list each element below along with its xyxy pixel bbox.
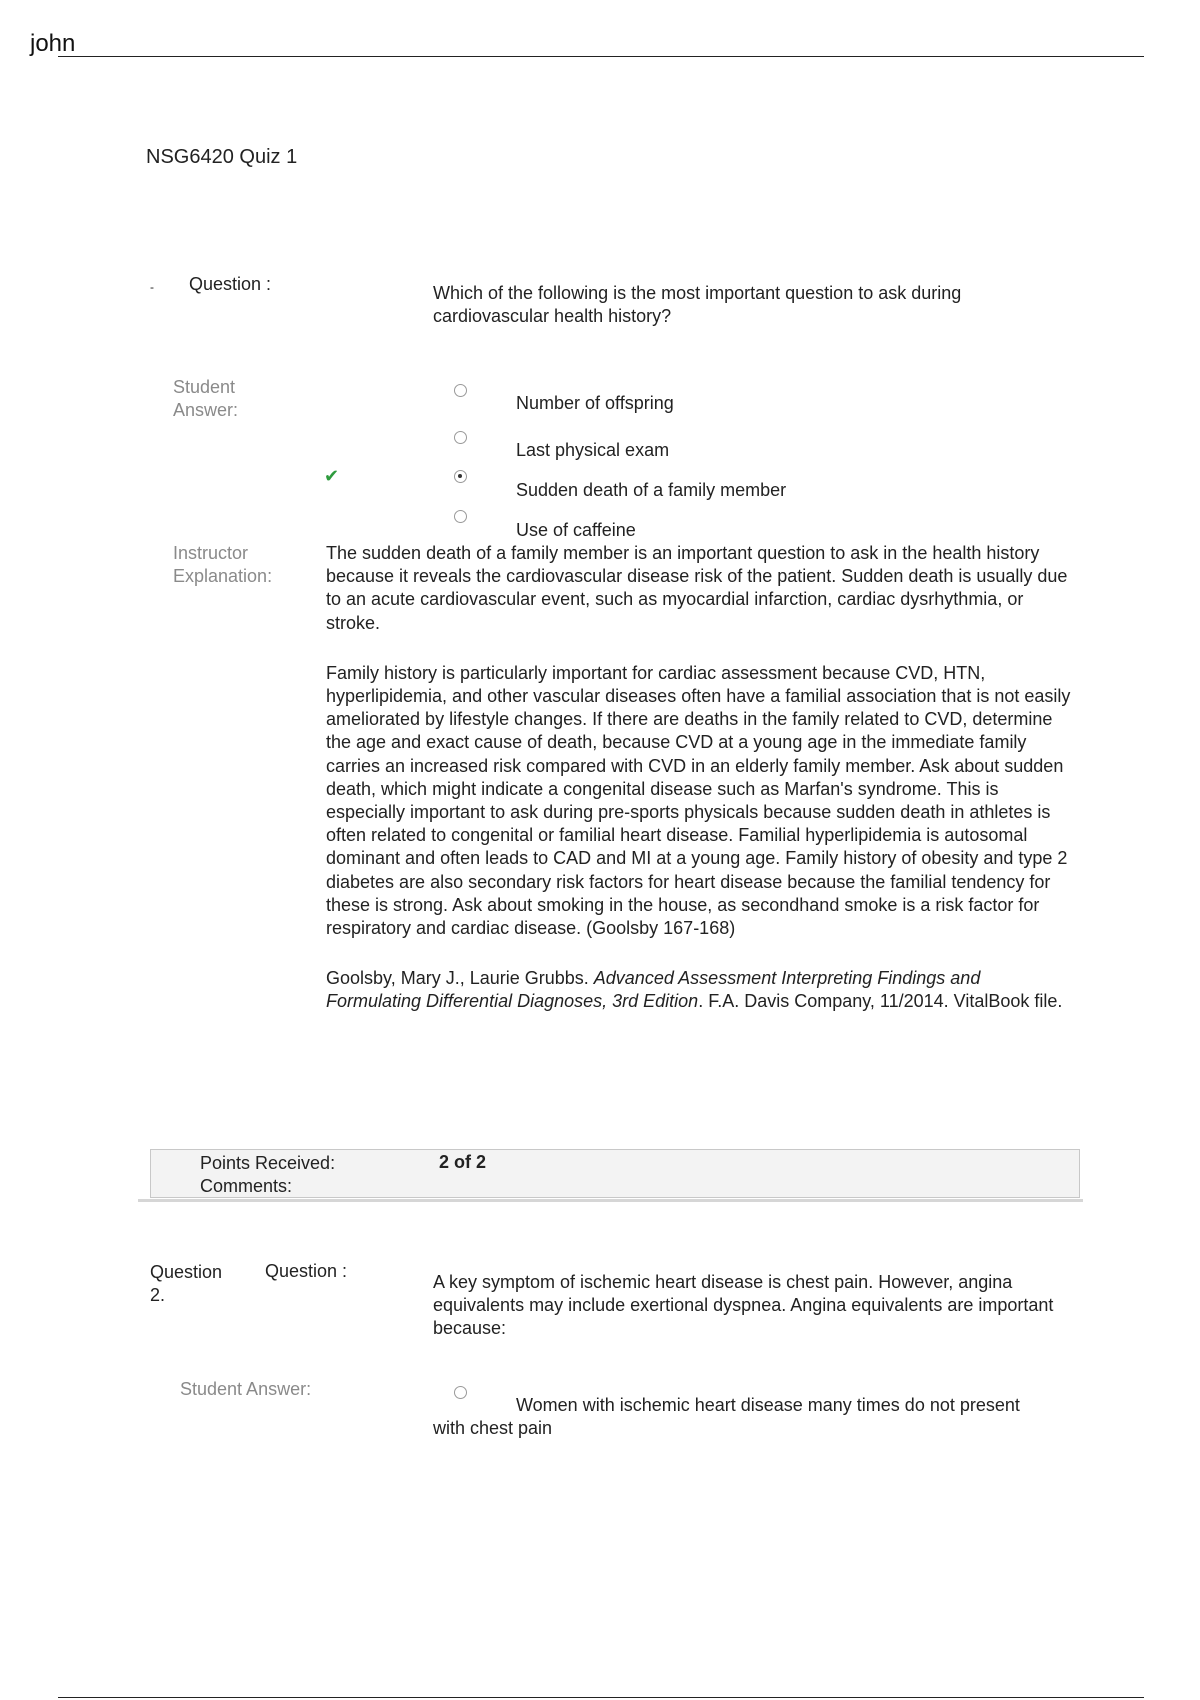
question-2-number: Question 2.	[150, 1262, 223, 1305]
question-1-option-2-text: Last physical exam	[516, 440, 670, 460]
points-received-value: 2 of 2	[439, 1152, 487, 1172]
question-1-label: Question :	[189, 274, 272, 294]
header-divider	[58, 56, 1144, 57]
question-1-number: -	[150, 280, 154, 294]
question-2-label: Question :	[265, 1261, 348, 1281]
question-1-explanation	[326, 542, 1071, 1041]
reference-title: Advanced Assessment Interpreting Findings and Formulating Differential Diagnoses, 3rd Edition	[326, 968, 981, 1012]
question-1-explanation-label: Instructor Explanation:	[173, 543, 273, 586]
quiz-title: NSG6420 Quiz 1	[146, 146, 298, 168]
footer-divider	[58, 1697, 1144, 1698]
points-received-label: Points Received:	[200, 1153, 336, 1173]
question-1-option-3-text: Sudden death of a family member	[516, 480, 787, 500]
question-2-student-answer-label: Student Answer:	[180, 1379, 312, 1399]
question-1-option-4-text: Use of caffeine	[516, 520, 636, 540]
comments-label: Comments:	[200, 1176, 293, 1196]
question-1-option-1-text: Number of offspring	[516, 393, 674, 413]
explanation-paragraph-2: Family history is particularly important for cardiac assessment because CVD, HTN, hyperlipidemia, and other vascular diseases often have a familial association that is not easily ameliorated by lifestyle changes. If there are deaths in the family related to CVD, determine the age and exact cause of death, because CVD at a young age in the immediate family carries an increased risk compared with CVD in an elderly family member. Ask about sudden death, which might indicate a congenital disease such as Marfan's syndrome. This is especially important to ask during pre-sports physicals because sudden death in athletes is often related to congenital or familial heart disease. Familial hyperlipidemia is autosomal dominant and often leads to CAD and MI at a young age. Family history of obesity and type 2 diabetes are also secondary risk factors for heart disease because the familial tendency for these is strong. Ask about smoking in the house, as secondhand smoke is a risk factor for respiratory and cardiac disease. (Goolsby 167-168)	[326, 662, 1071, 939]
explanation-paragraph-1: The sudden death of a family member is an important question to ask in the health history because it reveals the cardiovascular disease risk of the patient. Sudden death is usually due to an acute cardiovascular event, such as myocardial infarction, cardiac dysrhythmia, or stroke.	[326, 543, 1068, 633]
correct-answer-check-icon: ✔	[324, 466, 340, 486]
question-1-option-3-radio[interactable]	[454, 470, 467, 483]
reference-publisher: . F.A. Davis Company, 11/2014. VitalBook file.	[698, 991, 1063, 1012]
header-username: john	[30, 30, 76, 57]
question-1-student-answer-label: Student Answer:	[173, 377, 239, 420]
question-1-option-2-radio[interactable]	[454, 431, 467, 444]
points-box-shadow	[138, 1199, 1083, 1202]
explanation-reference	[326, 967, 1071, 1013]
question-2-text: A key symptom of ischemic heart disease is chest pain. However, angina equivalents may include exertional dyspnea. Angina equivalents are important because:	[433, 1272, 1054, 1338]
reference-authors: Goolsby, Mary J., Laurie Grubbs.	[326, 968, 594, 989]
question-1-option-4-radio[interactable]	[454, 510, 467, 523]
question-1-text: Which of the following is the most important question to ask during cardiovascular health history?	[433, 283, 962, 326]
question-2-option-1-text: Women with ischemic heart disease many times do not present with chest pain	[433, 1395, 1020, 1438]
question-1-option-1-radio[interactable]	[454, 384, 467, 397]
